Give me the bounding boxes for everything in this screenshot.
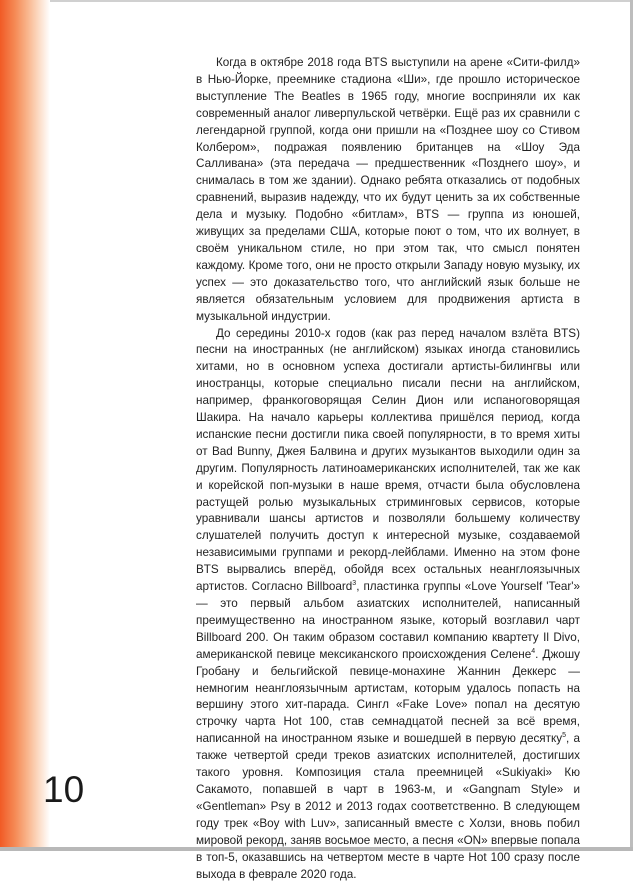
paragraph-1: Когда в октябре 2018 года BTS выступили на арене «Сити-филд» в Нью-Йорке, преемнике стадиона «Ши», где прошло историческое выступление The Beatles в 1965 году, многие восприняли их как современный аналог ливерпульской четвёрки. Ещё раз их сравнили с легендарной группой, когда они пришли на «Позднее шоу со Стивом Колбером», подражая появлению британцев на «Шоу Эда Салливана» (эта передача — предшественник «Позднего шоу», и снималась в том же здании). Однако ребята отказались от подобных сравнений, выразив надежду, что их будут ценить за их собственные дела и музыку. Подобно «битлам», BTS — группа из юношей, живущих за пределами США, которые поют о том, что их волнует, в своём уникальном стиле, но при этом так, что смысл понятен каждому. Кроме того, они не просто открыли Западу новую музыку, их успех — это доказательство того, что английский язык больше не является обязательным условием для продвижения артиста в музыкальной индустрии.: [196, 55, 580, 326]
paragraph-2-part-c: . Джошу Гробану и бельгийской певице-монахине Жаннин Деккерс — немногим неанглоязычным артистам, которым удалось попасть на вершину этого хит-парада. Сингл «Fake Love» попал на десятую строчку чарта Hot 100, став семнадцатой песней за всё время, написанной на иностранном языке и вошедшей в первую десятку: [196, 648, 580, 746]
paragraph-2-part-d: , а также четвертой среди треков азиатских исполнителей, достигших такого уровня. Композиция стала преемницей «Sukiyaki» Кю Сакамото, попавшей в чарт в 1963-м, и «Gangnam Style» и «Gentleman» Psy в 2012 и 2013 годах соответственно. В следующем году трек «Boy with Luv», записанный вместе с Холзи, вновь побил мировой рекорд, заняв восьмое место, а песня «ON» впервые попала в топ-5, оказавшись на четвертом месте в чарте Hot 100 сразу после выхода в феврале 2020 года.: [196, 732, 580, 880]
paragraph-2-part-b: , пластинка группы «Love Yourself 'Tear'» — это первый альбом азиатских исполнителей, написанный преимущественно на иностранном языке, который возглавил чарт Billboard 200. Он таким образом составил компанию квартету Il Divo, американской певице мексиканского происхождения Селене: [196, 580, 580, 661]
footnote-ref-5: 5: [562, 732, 566, 739]
orange-gradient-stripe: [0, 0, 50, 851]
page-border-top: [50, 0, 633, 2]
footnote-ref-4: 4: [531, 648, 535, 655]
page-number: 10: [43, 770, 84, 810]
article-body: [196, 55, 580, 883]
paragraph-2-part-a: До середины 2010-х годов (как раз перед началом взлёта BTS) песни на иностранных (не английском) языках иногда становились хитами, но в основном успеха достигали артисты-билингвы или иностранцы, которые специально писали песни на английском, например, франкоговорящая Селин Дион или испаноговорящая Шакира. На начало карьеры коллектива пришёлся период, когда испанские песни достигли пика своей популярности, в то время хиты от Bad Bunny, Джея Балвина и других музыкантов выходили один за другим. Популярность латиноамериканских исполнителей, так же как и корейской поп-музыки в наше время, отчасти была обусловлена растущей ролью музыкальных стриминговых сервисов, которые уравнивали шансы артистов и позволяли большему количеству слушателей получить доступ к интересной музыке, создаваемой независимыми группами и рекорд-лейблами. Именно на этом фоне BTS вырвались вперёд, обойдя всех остальных неанглоязычных артистов. Согласно Billboard: [196, 327, 580, 594]
paragraph-2: [196, 326, 580, 883]
footnote-ref-3: 3: [352, 580, 356, 587]
